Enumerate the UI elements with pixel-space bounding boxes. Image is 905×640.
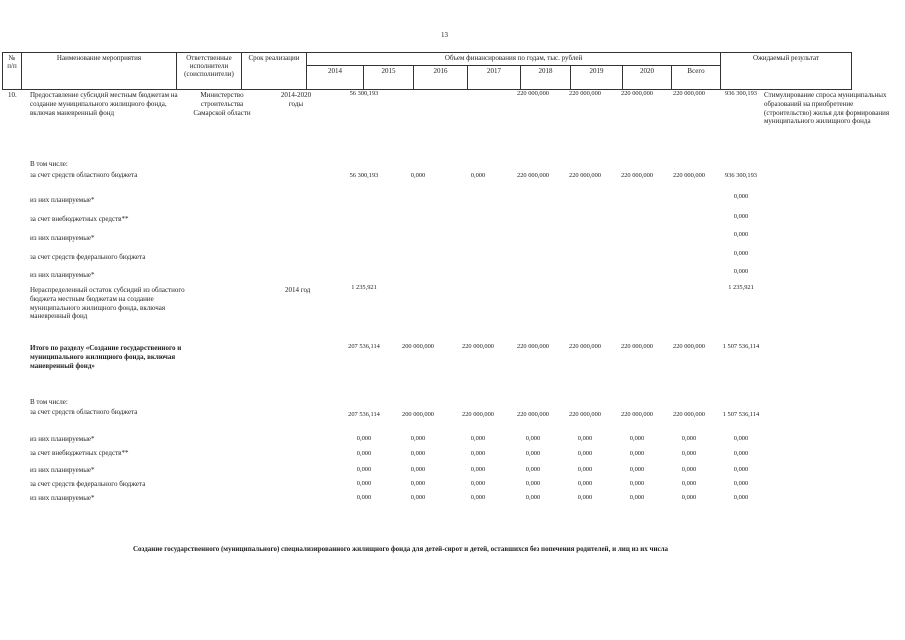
value-cell: 0,000 [629,466,645,473]
planned-label: из них планируемые* [30,435,95,443]
extrabudget-label: за счет внебюджетных средств** [30,215,129,223]
value-cell: 0,000 [356,435,372,442]
regional-budget-label: за счет средств областного бюджета [30,408,138,416]
value-cell: 220 000,000 [517,343,549,350]
in-total-label: В том числе: [30,398,68,406]
value-cell: 220 000,000 [673,172,705,179]
value-cell: 220 000,000 [621,172,653,179]
value-cell: 0,000 [470,480,486,487]
value-cell: 220 000,000 [569,411,601,418]
value-cell: 0,000 [410,172,426,179]
value-cell: 1 235,921 [728,284,754,291]
value-cell: 0,000 [733,494,749,501]
year-header: 2019 [571,65,623,89]
year-header: 2020 [623,65,672,89]
col-period-header: Срок реализации [242,53,307,90]
value-cell: 1 507 536,114 [722,343,760,350]
value-cell: 0,000 [410,466,426,473]
col-result-header: Ожидаемый результат [721,53,852,90]
year-header: 2017 [468,65,521,89]
value-cell: 220 000,000 [621,90,653,97]
year-header: 2014 [307,65,364,89]
residual-name: Нераспределенный остаток субсидий из областного бюджета местным бюджетам на создание муниципального жилищного фонда, включая маневренный фонд [30,286,185,321]
federal-budget-label: за счет средств федерального бюджета [30,253,146,261]
value-cell: 220 000,000 [569,90,601,97]
row-period: 2014-2020 годы [280,91,312,108]
value-cell: 0,000 [470,435,486,442]
col-responsible-header: Ответственные исполнители (соисполнители) [177,53,242,90]
year-header: Всего [672,65,721,89]
planned-label: из них планируемые* [30,466,95,474]
value-cell: 0,000 [629,450,645,457]
value-cell: 0,000 [525,450,541,457]
value-cell: 0,000 [681,450,697,457]
row-name: Предоставление субсидий местным бюджетам на создание муниципального жилищного фонда, включая маневренный фонд [30,91,178,117]
value-cell: 0,000 [356,466,372,473]
value-cell: 0,000 [733,231,749,238]
value-cell: 207 536,114 [348,343,380,350]
value-cell: 220 000,000 [517,90,549,97]
value-cell: 0,000 [356,480,372,487]
col-name-header: Наименование мероприятия [22,53,177,90]
row-responsible: Министерство строительства Самарской области [193,91,251,117]
page-number: 13 [441,31,448,39]
section-footer-title: Создание государственного (муниципального) специализированного жилищного фонда для детей-сирот и детей, оставшихся без попечения родителей, и лиц из их числа [133,545,669,553]
value-cell: 220 000,000 [621,343,653,350]
value-cell: 936 300,193 [725,90,757,97]
planned-label: из них планируемые* [30,271,95,279]
value-cell: 0,000 [577,435,593,442]
value-cell: 0,000 [733,268,749,275]
planned-label: из них планируемые* [30,196,95,204]
value-cell: 0,000 [470,494,486,501]
value-cell: 220 000,000 [673,90,705,97]
value-cell: 0,000 [470,450,486,457]
row-result: Стимулирование спроса муниципальных образований на приобретение (строительство) жилья для формирования муниципального жилищного фонда [764,91,890,126]
value-cell: 0,000 [525,435,541,442]
value-cell: 220 000,000 [569,343,601,350]
year-header: 2018 [521,65,571,89]
row-number: 10. [8,91,17,99]
value-cell: 220 000,000 [621,411,653,418]
value-cell: 0,000 [525,480,541,487]
value-cell: 56 300,193 [349,172,379,179]
value-cell: 0,000 [525,494,541,501]
value-cell: 0,000 [356,450,372,457]
regional-budget-label: за счет средств областного бюджета [30,171,138,179]
value-cell: 0,000 [733,480,749,487]
in-total-label: В том числе: [30,160,68,168]
federal-budget-label: за счет средств федерального бюджета [30,480,146,488]
value-cell: 0,000 [681,466,697,473]
value-cell: 0,000 [470,466,486,473]
planned-label: из них планируемые* [30,494,95,502]
value-cell: 56 300,193 [349,90,379,97]
planned-label: из них планируемые* [30,234,95,242]
value-cell: 0,000 [733,213,749,220]
year-header: 2016 [414,65,468,89]
value-cell: 207 536,114 [348,411,380,418]
value-cell: 200 000,000 [402,343,434,350]
value-cell: 0,000 [629,494,645,501]
value-cell: 220 000,000 [462,411,494,418]
value-cell: 0,000 [629,435,645,442]
value-cell: 0,000 [525,466,541,473]
value-cell: 0,000 [577,466,593,473]
value-cell: 220 000,000 [517,411,549,418]
value-cell: 0,000 [681,494,697,501]
value-cell: 0,000 [577,480,593,487]
value-cell: 220 000,000 [462,343,494,350]
value-cell: 0,000 [733,193,749,200]
value-cell: 0,000 [681,480,697,487]
value-cell: 0,000 [410,450,426,457]
value-cell: 220 000,000 [569,172,601,179]
col-funding-header: Объем финансирования по годам, тыс. рублей [307,53,721,66]
value-cell: 0,000 [577,450,593,457]
value-cell: 1 507 536,114 [722,411,760,418]
value-cell: 0,000 [629,480,645,487]
value-cell: 220 000,000 [673,343,705,350]
value-cell: 0,000 [733,450,749,457]
value-cell: 220 000,000 [517,172,549,179]
value-cell: 0,000 [733,250,749,257]
value-cell: 1 235,921 [351,284,377,291]
value-cell: 220 000,000 [673,411,705,418]
value-cell: 0,000 [356,494,372,501]
value-cell: 0,000 [410,435,426,442]
value-cell: 0,000 [681,435,697,442]
year-header: 2015 [364,65,414,89]
table-header [2,52,852,90]
residual-period: 2014 год [285,286,311,294]
section-total-name: Итого по разделу «Создание государственного и муниципального жилищного фонда, включая маневренный фонд» [30,344,182,370]
extrabudget-label: за счет внебюджетных средств** [30,449,129,457]
value-cell: 0,000 [577,494,593,501]
value-cell: 200 000,000 [402,411,434,418]
value-cell: 0,000 [733,466,749,473]
value-cell: 0,000 [733,435,749,442]
value-cell: 0,000 [410,480,426,487]
value-cell: 936 300,193 [725,172,757,179]
col-number-header: № п/п [3,53,22,90]
value-cell: 0,000 [410,494,426,501]
value-cell: 0,000 [470,172,486,179]
